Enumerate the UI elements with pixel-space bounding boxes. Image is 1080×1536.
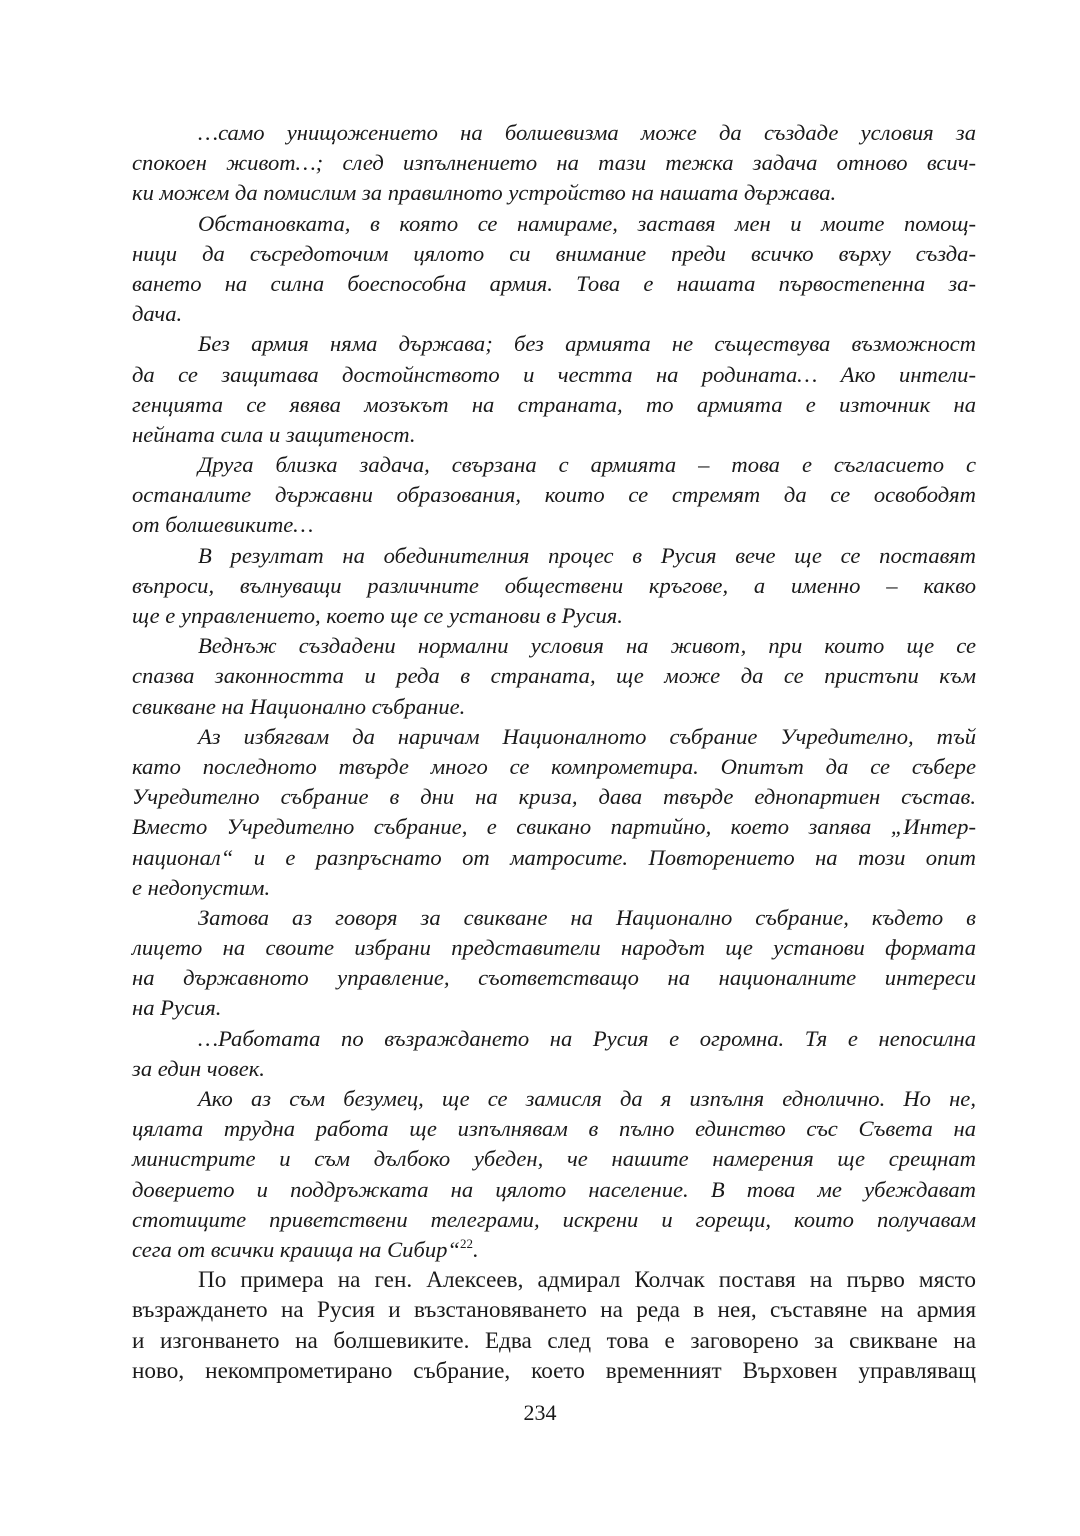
page-content xyxy=(132,118,976,1386)
text-line: …само унищожението на болшевизма може да създаде условия за xyxy=(198,120,976,145)
text-line: ници да съсредоточим цялото си внимание преди всичко върху създа- xyxy=(132,240,976,266)
text-line-content: сега от всички краища на Сибир“ xyxy=(132,1236,460,1262)
text-line: доверието и поддръжката на цялото население. В това ме убеждават xyxy=(132,1176,976,1202)
text-line: за един човек. xyxy=(132,1055,265,1081)
quote-paragraph xyxy=(132,722,976,903)
text-line: стотиците приветствени телеграми, искрени и горещи, които получавам xyxy=(132,1206,976,1232)
text-line: въпроси, вълнуващи различните обществени кръгове, а именно – какво xyxy=(132,572,976,598)
text-line: Учредително събрание в дни на криза, дава твърде еднопартиен състав. xyxy=(132,784,976,810)
text-line: …Работата по възраждането на Русия е огромна. Тя е непосилна xyxy=(198,1025,976,1051)
text-line: е недопустим. xyxy=(132,874,271,900)
text-line: министрите и съм дълбоко убеден, че нашите намерения ще срещнат xyxy=(132,1146,976,1172)
text-line: По примера на ген. Алексеев, адмирал Колчак поставя на първо място xyxy=(198,1267,976,1294)
text-line: Вместо Учредително събрание, е свикано партийно, което запява „Интер- xyxy=(132,814,976,840)
text-line: възраждането на Русия и възстановяването на реда в нея, съставяне на армия xyxy=(132,1297,976,1324)
quote-paragraph xyxy=(132,541,976,632)
text-line: на държавното управление, съответстващо на националните интереси xyxy=(132,965,976,991)
quote-paragraph xyxy=(132,903,976,1024)
text-line: ще е управлението, което ще се установи в Русия. xyxy=(132,603,623,628)
text-line: спазва законността и реда в страната, ще може да се пристъпи към xyxy=(132,663,976,689)
quote-paragraph xyxy=(132,329,976,450)
page-number: 234 xyxy=(523,1400,557,1425)
text-line: национал“ и е разпръснато от матросите. Повторението на този опит xyxy=(132,844,976,870)
quote-paragraph xyxy=(132,118,976,209)
text-line: Без армия няма държава; без армията не съществува възможност xyxy=(198,331,976,357)
text-line: цялата трудна работа ще изпълнявам в пълно единство със Съвета на xyxy=(132,1116,976,1142)
quote-paragraph xyxy=(132,1024,976,1084)
quote-paragraph xyxy=(132,209,976,330)
text-line: от болшевиките… xyxy=(132,512,314,538)
text-line: останалите държавни образования, които се стремят да се освободят xyxy=(132,482,976,508)
text-line: и изгонването на болшевиките. Едва след това е заговорено за свикване на xyxy=(132,1327,976,1354)
text-line: Обстановката, в която се намираме, заставя мен и моите помощ- xyxy=(198,210,976,236)
quote-paragraph xyxy=(132,631,976,722)
body-paragraph xyxy=(132,1265,976,1386)
quote-end-punctuation: . xyxy=(472,1236,479,1262)
text-line: нейната сила и защитеност. xyxy=(132,421,416,447)
text-line xyxy=(132,1235,976,1265)
text-line: да се защитава достойнството и честта на родината… Ако интели- xyxy=(132,361,976,387)
quote-paragraph xyxy=(132,1084,976,1265)
text-line: на Русия. xyxy=(132,995,222,1021)
text-line: лицето на своите избрани представители народът ще установи формата xyxy=(132,935,976,961)
footnote-reference[interactable]: 22 xyxy=(459,1235,473,1251)
text-line: спокоен живот…; след изпълнението на тази тежка задача отново всич- xyxy=(132,150,976,176)
text-line: Аз избягвам да наричам Националното събрание Учредително, тъй xyxy=(198,723,976,749)
quoted-speech xyxy=(132,118,976,1265)
text-line: В резултат на обединителния процес в Русия вече ще се поставят xyxy=(198,542,976,568)
text-line: Ако аз съм безумец, ще се замисля да я изпълня еднолично. Но не, xyxy=(198,1086,976,1111)
text-line: ново, некомпрометирано събрание, което временният Върховен управляващ xyxy=(132,1357,976,1384)
text-line: Затова аз говоря за свикване на Национално събрание, където в xyxy=(198,904,976,930)
text-line: свикване на Национално събрание. xyxy=(132,693,466,719)
text-line: като последното твърде много се компрометира. Опитът да се събере xyxy=(132,753,976,779)
text-line: генцията се явява мозъкът на страната, то армията е източник на xyxy=(132,391,976,417)
text-line: Друга близка задача, свързана с армията – това е съгласието с xyxy=(198,452,976,478)
text-line: ването на силна боеспособна армия. Това е нашата първостепенна за- xyxy=(132,270,976,296)
text-line: дача. xyxy=(132,301,183,327)
text-line: Веднъж създадени нормални условия на живот, при които ще се xyxy=(198,633,976,659)
text-line: ки можем да помислим за правилното устройство на нашата държава. xyxy=(132,180,837,206)
quote-paragraph xyxy=(132,450,976,541)
